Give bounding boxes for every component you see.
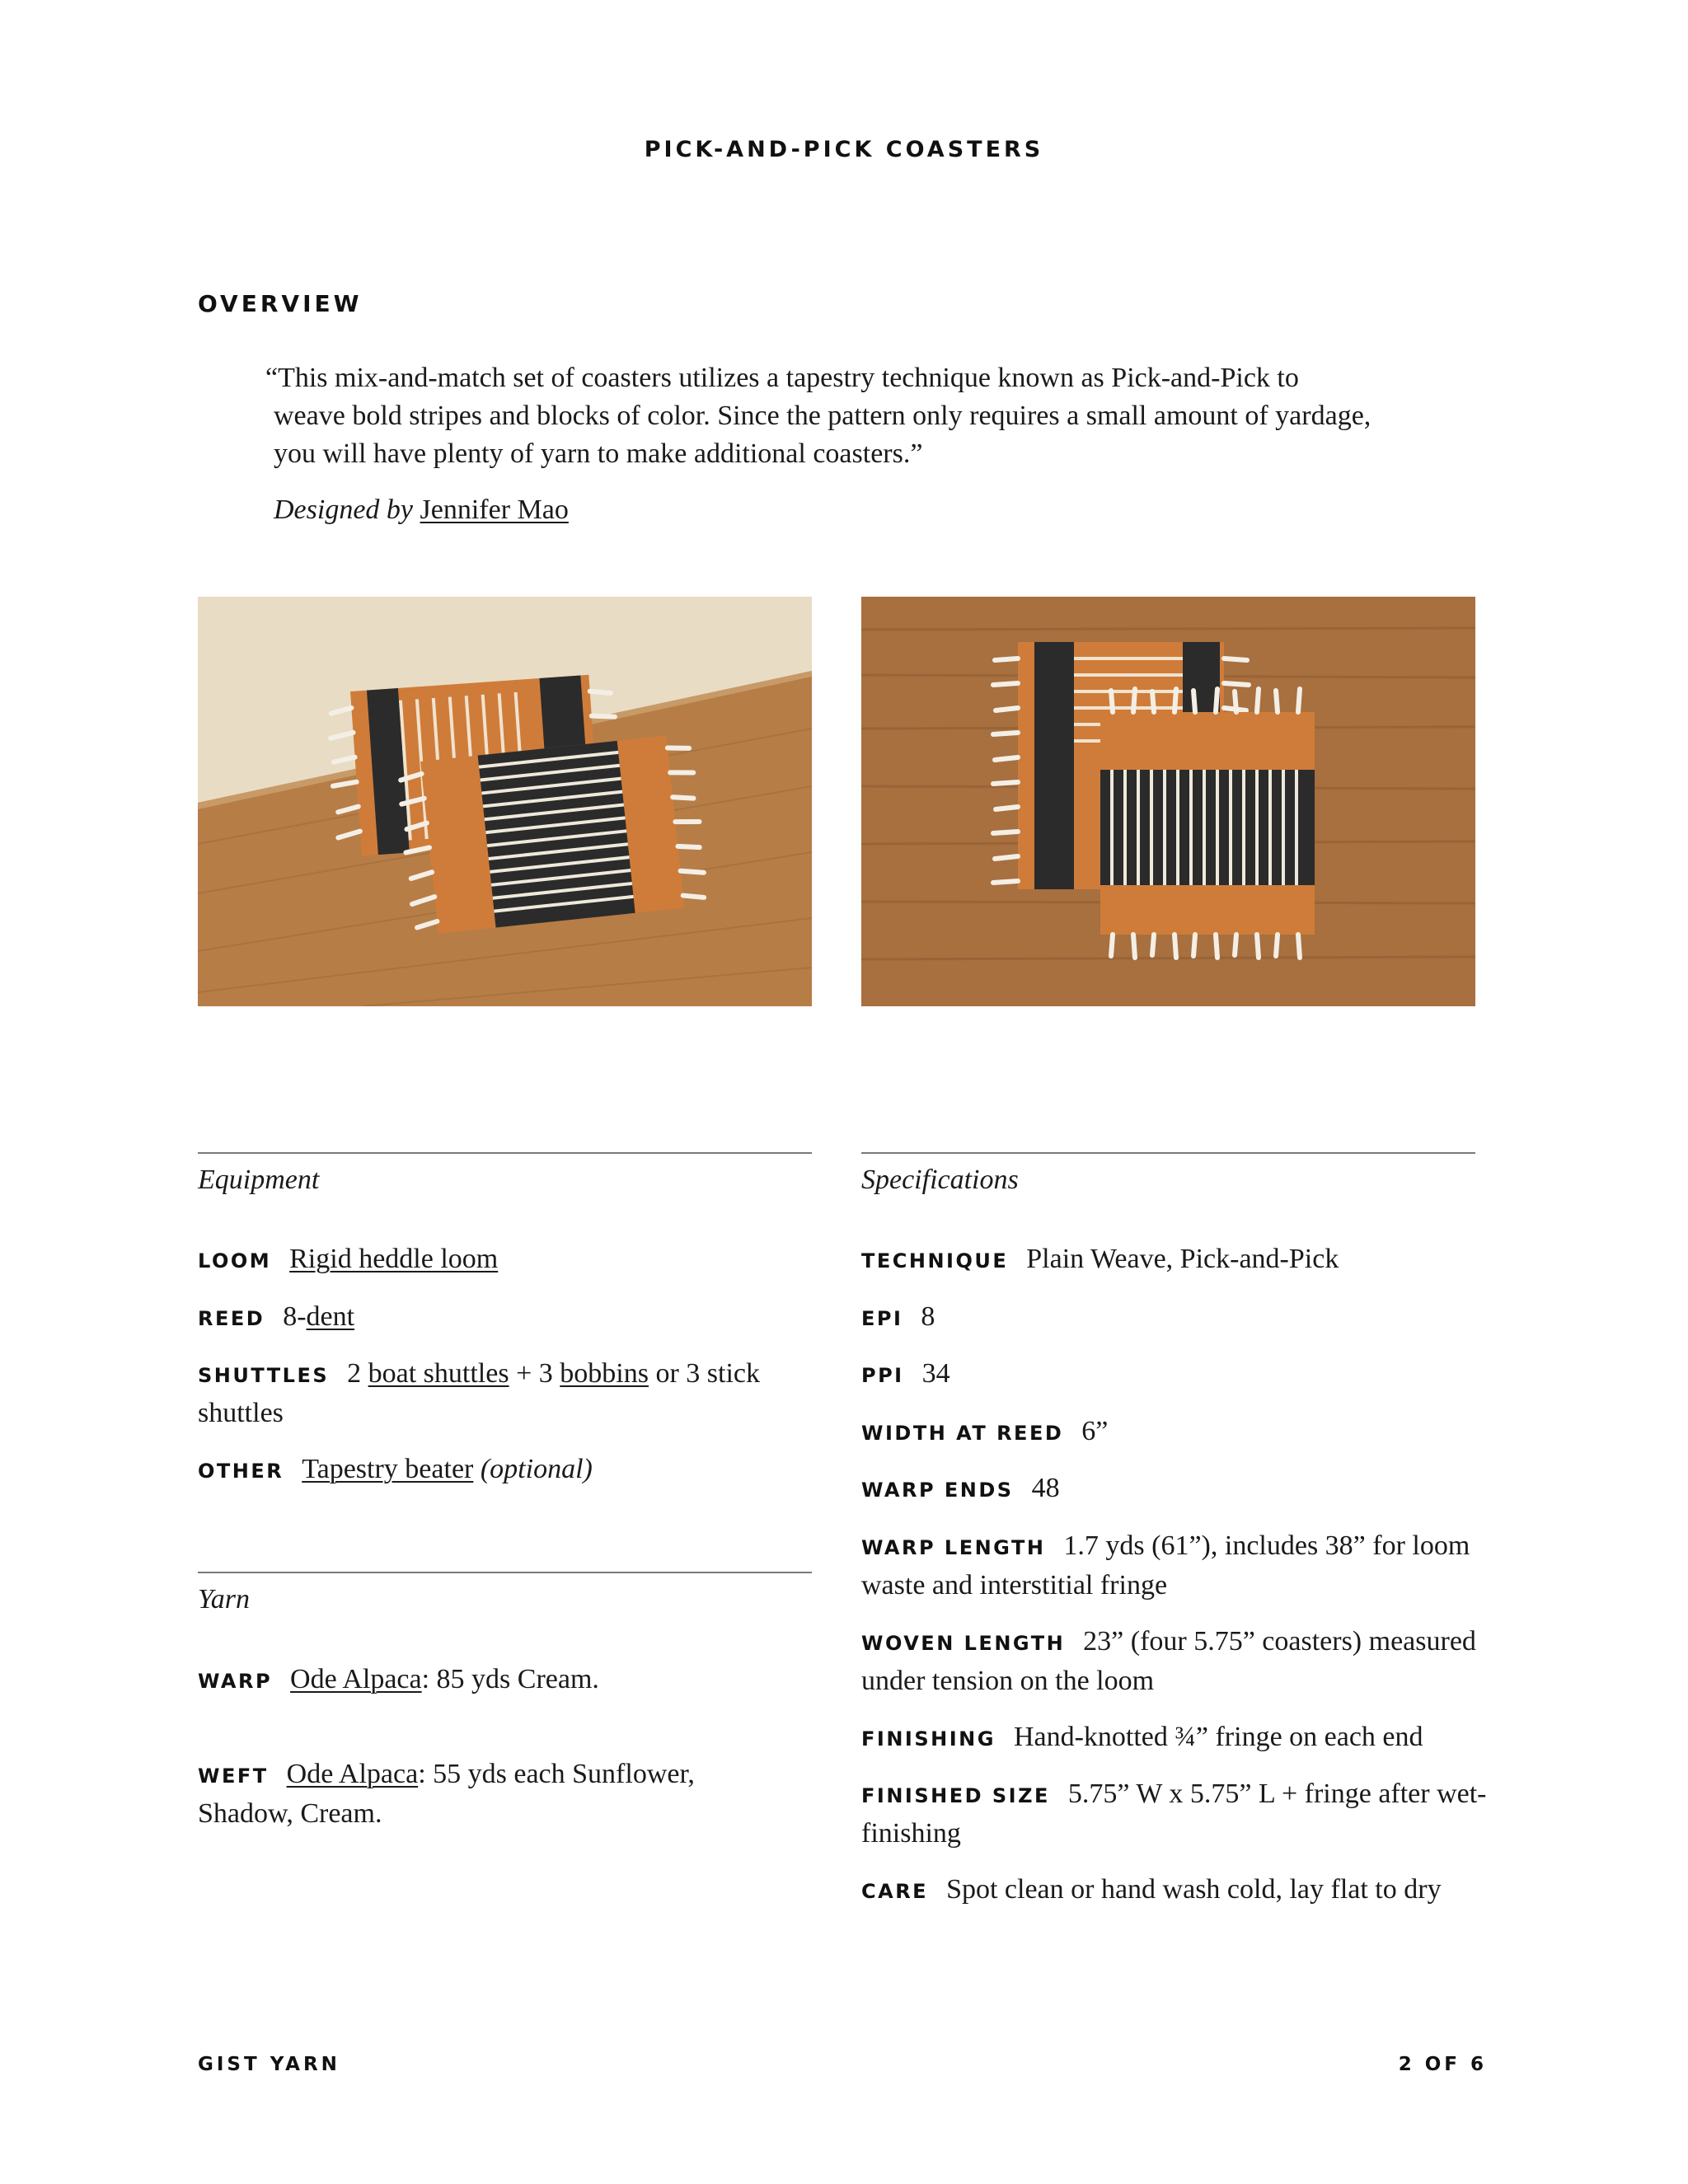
quote-line: “This mix-and-match set of coasters utilizes a tapestry technique known as Pick-and-Pick to bbox=[265, 363, 1299, 393]
finished-size-label: FINISHED SIZE bbox=[861, 1784, 1050, 1807]
warp-length-value: 1.7 yds (61”), includes 38” for loom bbox=[1063, 1530, 1470, 1561]
other-label: OTHER bbox=[198, 1460, 284, 1483]
ppi-label: PPI bbox=[861, 1364, 904, 1387]
bobbins-link[interactable]: bobbins bbox=[560, 1358, 649, 1389]
warp-amount: : 85 yds Cream. bbox=[421, 1664, 599, 1694]
warp-ends-row bbox=[861, 1469, 1488, 1509]
technique-label: TECHNIQUE bbox=[861, 1249, 1009, 1272]
coasters-photo-overhead bbox=[861, 597, 1475, 1006]
width-at-reed-label: WIDTH AT REED bbox=[861, 1422, 1064, 1445]
shuttles-text: or 3 stick bbox=[648, 1358, 760, 1389]
overview-heading: OVERVIEW bbox=[198, 290, 363, 317]
dent-link[interactable]: dent bbox=[306, 1301, 355, 1332]
yarn-title: Yarn bbox=[198, 1584, 251, 1615]
warp-yarn-link[interactable]: Ode Alpaca bbox=[290, 1664, 422, 1694]
page-title: PICK-AND-PICK COASTERS bbox=[644, 137, 1044, 162]
finished-size-value: finishing bbox=[861, 1818, 961, 1849]
reed-row bbox=[198, 1298, 812, 1338]
footer-brand: GIST YARN bbox=[198, 2054, 340, 2075]
weft-label: WEFT bbox=[198, 1765, 269, 1788]
optional-note: (optional) bbox=[480, 1454, 593, 1484]
weft-amount: : 55 yds each Sunflower, bbox=[418, 1759, 695, 1789]
woven-length-value: under tension on the loom bbox=[861, 1666, 1155, 1696]
overview-quote bbox=[265, 359, 1436, 473]
designed-by-label: Designed by bbox=[274, 494, 414, 525]
shuttles-text: + 3 bbox=[509, 1358, 560, 1389]
warp-ends-value: 48 bbox=[1031, 1473, 1060, 1503]
yarn-divider bbox=[198, 1572, 812, 1573]
loom-link[interactable]: Rigid heddle loom bbox=[289, 1244, 499, 1274]
epi-value: 8 bbox=[921, 1301, 935, 1332]
boat-shuttles-link[interactable]: boat shuttles bbox=[368, 1358, 509, 1389]
weft-yarn-link[interactable]: Ode Alpaca bbox=[286, 1759, 419, 1789]
warp-ends-label: WARP ENDS bbox=[861, 1479, 1014, 1502]
width-at-reed-value: 6” bbox=[1081, 1416, 1109, 1446]
shuttles-text: shuttles bbox=[198, 1398, 284, 1428]
warp-length-label: WARP LENGTH bbox=[861, 1536, 1046, 1559]
page-number: 2 OF 6 bbox=[1398, 2054, 1487, 2075]
tapestry-beater-link[interactable]: Tapestry beater bbox=[302, 1454, 474, 1484]
other-row bbox=[198, 1451, 812, 1490]
shuttles-row bbox=[198, 1355, 812, 1432]
shuttles-text: 2 bbox=[347, 1358, 368, 1389]
woven-length-label: WOVEN LENGTH bbox=[861, 1632, 1066, 1655]
weft-row bbox=[198, 1755, 812, 1833]
finished-size-value: 5.75” W x 5.75” L + fringe after wet- bbox=[1067, 1779, 1487, 1809]
loom-label: LOOM bbox=[198, 1249, 272, 1272]
epi-label: EPI bbox=[861, 1307, 903, 1330]
warp-length-value: waste and interstitial fringe bbox=[861, 1570, 1168, 1601]
warp-label: WARP bbox=[198, 1670, 273, 1693]
coasters-photo-angled bbox=[198, 597, 812, 1006]
ppi-value: 34 bbox=[921, 1358, 950, 1389]
technique-row bbox=[861, 1240, 1488, 1280]
quote-line: you will have plenty of yarn to make additional coasters.” bbox=[274, 438, 923, 469]
epi-row bbox=[861, 1298, 1488, 1338]
care-label: CARE bbox=[861, 1880, 929, 1903]
reed-prefix: 8- bbox=[283, 1301, 307, 1332]
technique-value: Plain Weave, Pick-and-Pick bbox=[1026, 1244, 1339, 1274]
finishing-row bbox=[861, 1718, 1488, 1758]
equipment-divider bbox=[198, 1152, 812, 1154]
care-value: Spot clean or hand wash cold, lay flat to dry bbox=[946, 1874, 1442, 1905]
finished-size-row bbox=[861, 1775, 1488, 1853]
shuttles-label: SHUTTLES bbox=[198, 1364, 330, 1387]
specifications-title: Specifications bbox=[861, 1165, 1019, 1195]
woven-length-row bbox=[861, 1623, 1488, 1700]
finishing-label: FINISHING bbox=[861, 1727, 996, 1750]
quote-line: weave bold stripes and blocks of color. Since the pattern only requires a small amount of yardage, bbox=[274, 401, 1372, 431]
finishing-value: Hand-knotted ¾” fringe on each end bbox=[1013, 1722, 1423, 1752]
woven-length-value: 23” (four 5.75” coasters) measured bbox=[1083, 1626, 1476, 1657]
care-row bbox=[861, 1871, 1488, 1910]
warp-length-row bbox=[861, 1527, 1488, 1605]
equipment-title: Equipment bbox=[198, 1165, 320, 1195]
designer-link[interactable]: Jennifer Mao bbox=[420, 494, 569, 525]
specifications-divider bbox=[861, 1152, 1475, 1154]
designed-by bbox=[274, 494, 569, 526]
warp-row bbox=[198, 1661, 812, 1700]
loom-row bbox=[198, 1240, 812, 1280]
weft-amount: Shadow, Cream. bbox=[198, 1798, 382, 1829]
reed-label: REED bbox=[198, 1307, 265, 1330]
ppi-row bbox=[861, 1355, 1488, 1394]
width-at-reed-row bbox=[861, 1413, 1488, 1452]
